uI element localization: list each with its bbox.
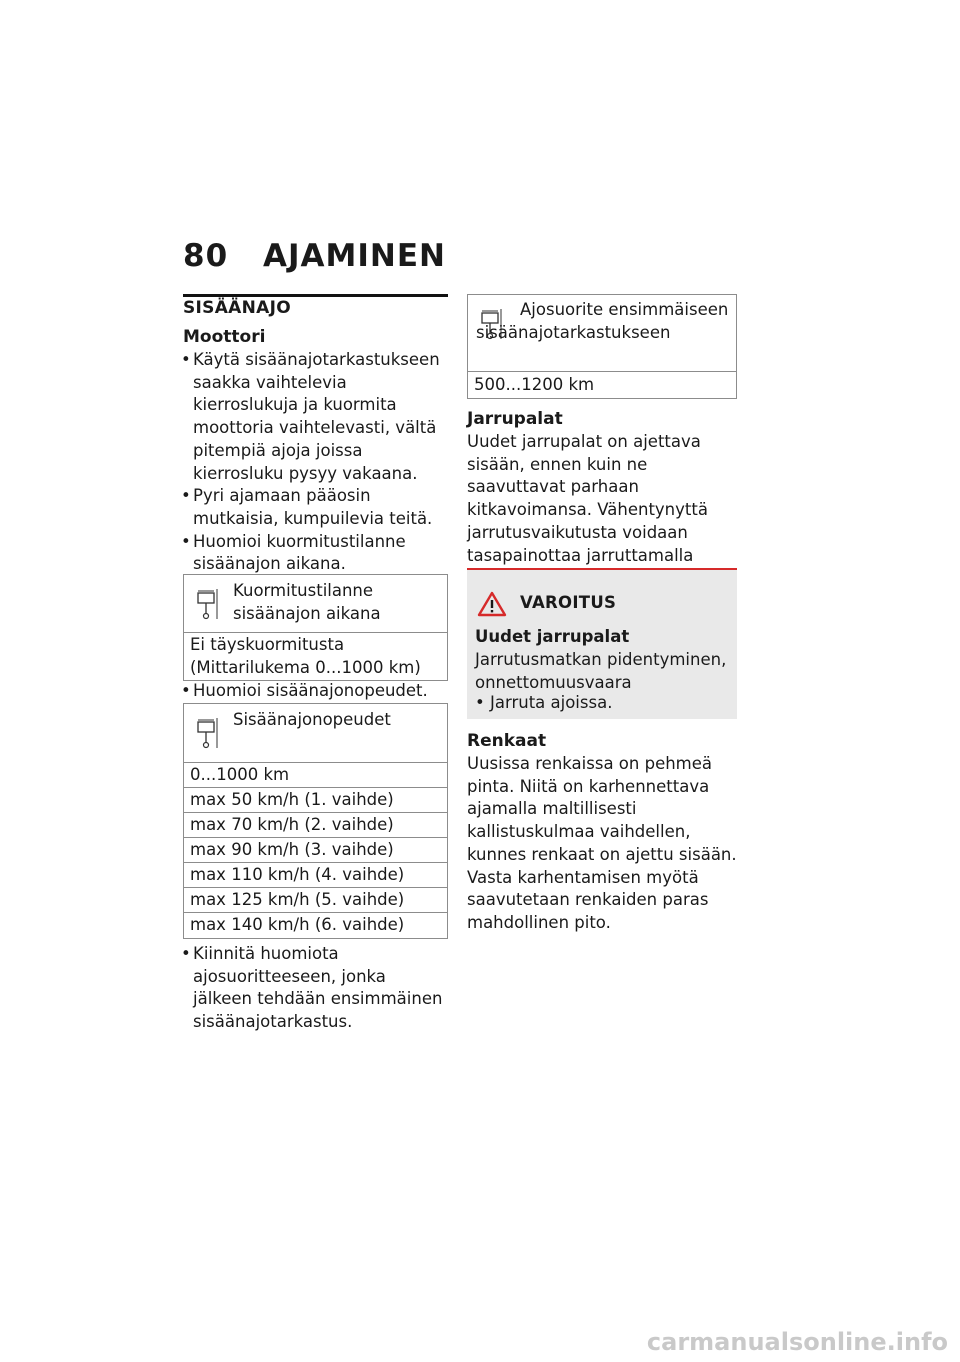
table-row: max 70 km/h (2. vaihde) — [184, 813, 447, 838]
page-header — [183, 238, 446, 274]
bullet-list-engine — [183, 349, 448, 576]
subheading-tires: Renkaat — [467, 731, 547, 751]
table-row: 0...1000 km — [184, 763, 447, 788]
list-item: • Kiinnitä huomiota ajosuoritteeseen, jonka jälkeen tehdään ensimmäinen sisäänajotarkastus. — [183, 943, 448, 1034]
table-row: max 110 km/h (4. vaihde) — [184, 863, 447, 888]
piston-icon — [196, 587, 218, 621]
section-rule — [183, 294, 448, 297]
warning-title: VAROITUS — [520, 593, 617, 612]
warning-triangle-icon — [477, 591, 507, 617]
tires-paragraph: Uusissa renkaissa on pehmeä pinta. Niitä on karhennettava ajamalla maltillisesti kallistuskulmaa vaihdellen, kunnes renkaat on ajettu sisään. Vasta karhentamisen myötä saavutetaan renkaiden paras mahdollinen pito. — [467, 754, 737, 932]
table-header — [184, 575, 447, 633]
table-row: 500...1200 km — [474, 375, 595, 394]
table-row: Ei täyskuormitusta (Mittarilukema 0...1000 km) — [190, 635, 421, 677]
table-load — [183, 574, 448, 681]
warning-bullet-text: Jarruta ajoissa. — [489, 693, 613, 712]
list-item: • Huomioi sisäänajonopeudet. — [183, 680, 448, 703]
table-header — [184, 704, 447, 763]
piston-icon — [196, 716, 218, 750]
chapter-title: AJAMINEN — [263, 238, 446, 274]
table-first-inspection — [467, 294, 737, 399]
table-header-text: Sisäänajonopeudet — [233, 710, 391, 729]
bullet-list-speed — [183, 680, 448, 703]
subheading-brakes: Jarrupalat — [467, 409, 563, 429]
table-speed — [183, 703, 448, 939]
list-item: • Huomioi kuormitustilanne sisäänajon aikana. — [183, 531, 448, 576]
brakes-paragraph: Uudet jarrupalat on ajettava sisään, ennen kuin ne saavuttavat parhaan kitkavoimansa. Vähentynyttä jarrutusvaikutusta voidaan tasapainottaa jarruttamalla — [467, 432, 708, 565]
subheading-engine: Moottori — [183, 327, 266, 347]
list-item: • Käytä sisäänajotarkastukseen saakka vaihtelevia kierroslukuja ja kuormita moottoria vaihtelevasti, vältä pitempiä ajoja joissa kierrosluku pysyy vakaana. — [183, 349, 448, 485]
section-title: SISÄÄNAJO — [183, 298, 291, 318]
table-row: max 90 km/h (3. vaihde) — [184, 838, 447, 863]
watermark: carmanualsonline.info — [646, 1328, 948, 1356]
warning-box — [467, 568, 737, 719]
table-header — [468, 295, 736, 372]
list-item: • Pyri ajamaan pääosin mutkaisia, kumpuilevia teitä. — [183, 485, 448, 530]
table-row: max 50 km/h (1. vaihde) — [184, 788, 447, 813]
table-header-text: Ajosuorite ensimmäiseen sisäänajotarkastukseen — [476, 300, 729, 342]
page-number: 80 — [183, 238, 229, 274]
warning-bullet: • Jarruta ajoissa. — [475, 693, 613, 712]
bullet-list-inspection — [183, 943, 448, 1034]
warning-subtitle: Uudet jarrupalat — [475, 627, 630, 646]
table-row: max 125 km/h (5. vaihde) — [184, 888, 447, 913]
table-header-text: Kuormitustilanne sisäänajon aikana — [233, 581, 381, 623]
warning-text: Jarrutusmatkan pidentyminen, onnettomuusvaara — [475, 650, 727, 692]
table-row: max 140 km/h (6. vaihde) — [190, 915, 405, 934]
